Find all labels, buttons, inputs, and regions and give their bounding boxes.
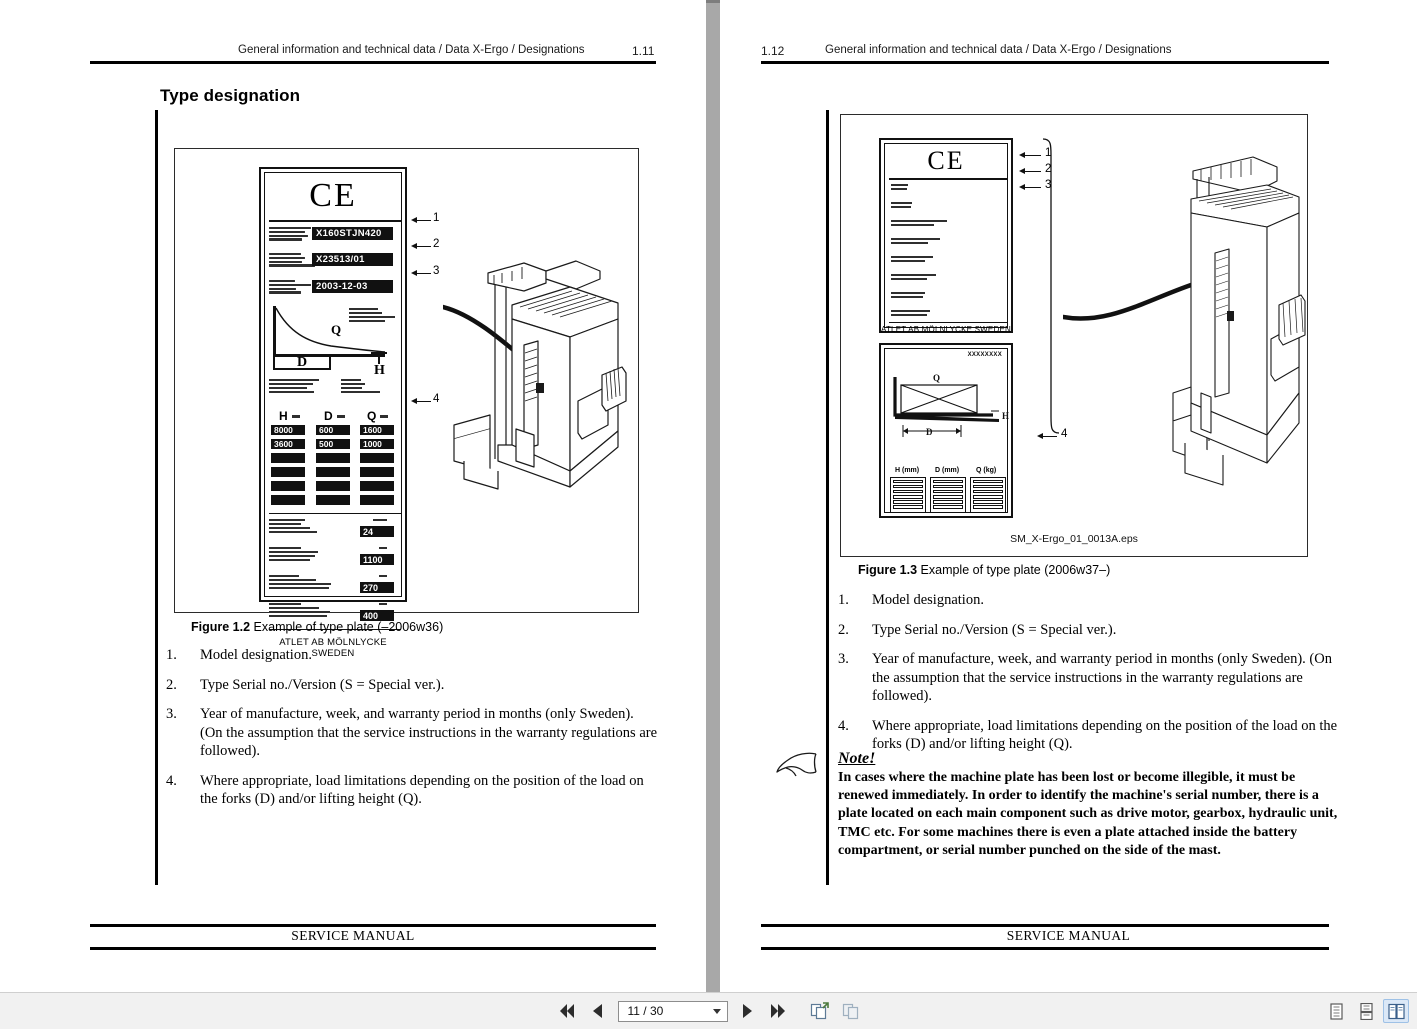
list-item-number: 2. xyxy=(166,676,177,693)
plate-manufacturer: ATLET AB MÖLNLYCKE SWEDEN xyxy=(279,637,387,659)
right-callout-number-1: 1 xyxy=(1045,147,1052,159)
right-footer-rule-bottom xyxy=(761,947,1329,950)
right-callout-line-2 xyxy=(1025,171,1041,173)
list-item xyxy=(166,676,658,695)
chevron-down-icon[interactable] xyxy=(713,1009,721,1014)
battery-voltage-value: 24 xyxy=(360,526,394,537)
capacity-col-h: H xyxy=(279,409,288,423)
list-item-text: Where appropriate, load limitations depending on the position of the load on the forks (D) and/or lifting height (Q). xyxy=(200,772,644,808)
serial-label-multilingual xyxy=(269,253,315,268)
right-capacity-blank-rows-d xyxy=(933,480,963,510)
viewer-toolbar xyxy=(0,992,1417,1029)
right-capacity-col-q: Q (kg) xyxy=(976,467,997,474)
upper-plate-rule-2 xyxy=(889,322,1007,323)
two-page-view-button[interactable] xyxy=(1383,999,1409,1023)
capacity-cell-blank xyxy=(360,481,394,491)
ce-mark-icon-right: CE xyxy=(927,146,965,175)
right-callout-line-3 xyxy=(1025,187,1041,189)
capacity-cell-blank xyxy=(316,467,350,477)
graph-h-letter: H xyxy=(374,363,385,378)
weight-unit xyxy=(379,547,387,549)
capacity-cell-blank xyxy=(271,453,305,463)
battery-weight-min-value: 270 xyxy=(360,582,394,593)
svg-text:Q: Q xyxy=(933,373,941,383)
list-item-text: Model designation. xyxy=(200,647,312,663)
left-header-rule xyxy=(90,61,656,64)
right-header-rule xyxy=(761,61,1329,64)
list-item xyxy=(166,646,658,665)
capacity-cell-blank xyxy=(271,495,305,505)
left-header-page-number: 1.11 xyxy=(632,44,655,58)
battery-weight-min-label xyxy=(269,575,331,591)
page-title: Type designation xyxy=(160,86,301,105)
left-figure-caption xyxy=(191,620,443,634)
model-label-right xyxy=(891,184,919,192)
right-figure-frame xyxy=(840,114,1308,557)
graph-d-letter: D xyxy=(297,355,308,370)
capacity-cell-h-1: 8000 xyxy=(271,425,305,435)
right-callout-number-4: 4 xyxy=(1061,428,1068,440)
left-numbered-list xyxy=(166,646,658,820)
right-callout-number-2: 2 xyxy=(1045,163,1052,175)
list-item-number: 3. xyxy=(166,706,177,723)
list-item xyxy=(838,621,1346,640)
page-number-input[interactable] xyxy=(618,1001,728,1022)
svg-text:H: H xyxy=(1002,411,1010,421)
h-label-multilingual xyxy=(341,379,383,395)
left-header-breadcrumb: General information and technical data / Data X-Ergo / Designations xyxy=(238,44,585,56)
right-header-breadcrumb: General information and technical data / Data X-Ergo / Designations xyxy=(825,44,1172,56)
capacity-cell-q-1: 1600 xyxy=(360,425,394,435)
page-indicator-value: 11 / 30 xyxy=(627,1004,664,1018)
load-diagram xyxy=(881,367,1015,457)
callout-line-4 xyxy=(417,401,431,403)
callout-line-2 xyxy=(417,246,431,248)
right-header-page-number: 1.12 xyxy=(761,44,785,58)
page-right[interactable] xyxy=(720,0,1417,992)
left-footer-rule-bottom xyxy=(90,947,656,950)
list-item-number: 2. xyxy=(838,621,849,638)
plate-rule-1 xyxy=(269,220,401,222)
capacity-col-d: D xyxy=(324,409,333,423)
right-figure-caption xyxy=(858,563,1110,577)
type-plate-2006w37-upper xyxy=(879,138,1013,333)
weight-without-battery-label xyxy=(269,547,325,563)
page-left[interactable] xyxy=(0,0,706,992)
callout-number-3: 3 xyxy=(433,265,440,277)
right-callout-line-1 xyxy=(1025,155,1041,157)
callout-number-2: 2 xyxy=(433,238,440,250)
left-footer-text: SERVICE MANUAL xyxy=(291,928,415,943)
battery-weight-max-label xyxy=(269,603,331,619)
callout-number-1: 1 xyxy=(433,212,440,224)
note-body: In cases where the machine plate has been lost or become illegible, it must be renewed immediately. In order to identify the machine's serial number, there is a plate located on each main component such as drive motor, gearbox, hydraulic unit, TMC etc. For some machines there is even a plate attached inside the battery compartment, or serial number punched on the side of the mast. xyxy=(838,770,1338,858)
capacity-cell-blank xyxy=(360,453,394,463)
list-item xyxy=(838,717,1346,754)
battery-min-label-right xyxy=(891,256,941,264)
list-item xyxy=(838,650,1346,706)
capacity-cell-blank xyxy=(271,481,305,491)
right-capacity-blank-rows-q xyxy=(973,480,1003,510)
capacity-cell-d-2: 500 xyxy=(316,439,350,449)
battery-voltage-label xyxy=(269,519,321,535)
capacity-cell-blank xyxy=(316,481,350,491)
d-label-multilingual xyxy=(269,379,319,395)
right-forklift-illustration xyxy=(1167,143,1307,503)
pointing-hand-icon xyxy=(774,748,820,782)
callout-line-3 xyxy=(417,273,431,275)
battery-max-unit xyxy=(379,603,387,605)
list-item-number: 4. xyxy=(838,717,849,734)
graph-q-letter: Q xyxy=(331,322,342,337)
capacity-col-d-unit xyxy=(337,415,345,418)
battery-voltage-unit xyxy=(373,519,387,521)
list-item-text: Where appropriate, load limitations depending on the position of the load on the forks (D) and/or lifting height (Q). xyxy=(872,717,1338,753)
next-page-button[interactable] xyxy=(737,1000,759,1022)
left-footer-rule-top xyxy=(90,924,656,927)
year-label-right xyxy=(891,220,949,228)
last-page-button[interactable] xyxy=(768,1000,790,1022)
right-figure-caption-label: Figure 1.3 xyxy=(858,563,918,577)
capacity-cell-blank xyxy=(271,467,305,477)
right-capacity-col-d: D (mm) xyxy=(935,467,960,474)
note-title: Note! xyxy=(838,750,876,767)
list-item xyxy=(166,705,658,761)
upper-plate-manufacturer: ATLET AB MÖLNLYCKE SWEDEN xyxy=(881,325,1011,334)
svg-text:D: D xyxy=(926,427,933,437)
serial-value: X23513/01 xyxy=(312,253,393,266)
list-item-number: 1. xyxy=(166,647,177,663)
extract-pages-button[interactable] xyxy=(809,1000,831,1022)
list-item-number: 4. xyxy=(166,772,177,789)
model-value: X160STJN420 xyxy=(312,227,393,240)
page-gutter xyxy=(706,0,720,992)
capacity-cell-h-2: 3600 xyxy=(271,439,305,449)
q-label-multilingual xyxy=(349,308,395,324)
previous-page-button[interactable] xyxy=(587,1000,609,1022)
year-label-multilingual xyxy=(269,280,313,295)
right-numbered-list xyxy=(838,591,1346,765)
serial-label-right xyxy=(891,202,921,210)
ce-mark-icon: CE xyxy=(309,177,357,214)
left-figure-caption-label: Figure 1.2 xyxy=(191,620,251,634)
note-block xyxy=(838,750,1346,860)
right-footer-rule-top xyxy=(761,924,1329,927)
capacity-cell-blank xyxy=(316,495,350,505)
capacity-col-q-unit xyxy=(380,415,388,418)
weight-label-right xyxy=(891,238,947,246)
right-figure-caption-text: Example of type plate (2006w37–) xyxy=(920,563,1111,577)
replace-pages-button[interactable] xyxy=(840,1000,862,1022)
left-change-bar xyxy=(155,110,158,885)
right-footer-text: SERVICE MANUAL xyxy=(1006,928,1131,943)
capacity-col-q: Q xyxy=(367,409,377,423)
note-change-bar xyxy=(826,745,829,865)
list-item-text: Type Serial no./Version (S = Special ver.). xyxy=(872,621,1117,638)
upper-plate-rule xyxy=(889,178,1007,180)
list-item-text: Year of manufacture, week, and warranty period in months (only Sweden). (On the assumption that the service instructions in the warranty regulations are followed). xyxy=(200,706,658,760)
type-plate-2006w37-lower xyxy=(879,343,1013,518)
toolbar-view-modes xyxy=(1323,999,1409,1023)
battery-max-label-right xyxy=(891,274,943,282)
right-capacity-blank-rows-h xyxy=(893,480,923,510)
toolbar-navigation-group xyxy=(0,1000,1417,1022)
list-item-text: Type Serial no./Version (S = Special ver.). xyxy=(200,676,445,693)
first-page-button[interactable] xyxy=(556,1000,578,1022)
battery-voltage-label-right xyxy=(891,292,935,300)
callout-number-4: 4 xyxy=(433,393,440,405)
list-item xyxy=(838,591,1346,610)
plate-rule-2 xyxy=(269,513,401,514)
left-figure-caption-text: Example of type plate (–2006w36) xyxy=(253,620,444,634)
reference-label-right xyxy=(891,310,939,318)
list-item-number: 3. xyxy=(838,651,849,668)
weight-without-battery-value: 1100 xyxy=(360,554,394,565)
eps-filename: SM_X-Ergo_01_0013A.eps xyxy=(1010,533,1138,545)
list-item-text: Year of manufacture, week, and warranty period in months (only Sweden). (On the assumption that the service instructions in the warranty regulations are followed). xyxy=(872,651,1332,705)
forklift-illustration xyxy=(450,249,640,509)
capacity-cell-blank xyxy=(360,495,394,505)
model-label-multilingual xyxy=(269,227,311,242)
list-item xyxy=(166,772,658,809)
year-value: 2003-12-03 xyxy=(312,280,393,293)
capacity-cell-blank xyxy=(360,467,394,477)
serial-placeholder: XXXXXXXX xyxy=(967,352,1002,358)
gutter-top-cap xyxy=(706,0,720,3)
battery-min-unit xyxy=(379,575,387,577)
capacity-cell-q-2: 1000 xyxy=(360,439,394,449)
list-item-number: 1. xyxy=(838,592,849,608)
battery-weight-max-value: 400 xyxy=(360,610,394,621)
capacity-cell-d-1: 600 xyxy=(316,425,350,435)
capacity-cell-blank xyxy=(316,453,350,463)
single-page-view-button[interactable] xyxy=(1323,999,1349,1023)
callout-line-1 xyxy=(417,220,431,222)
capacity-col-h-unit xyxy=(292,415,300,418)
right-callout-line-4 xyxy=(1043,436,1057,438)
continuous-view-button[interactable] xyxy=(1353,999,1379,1023)
right-capacity-col-h: H (mm) xyxy=(895,467,920,474)
right-callout-number-3: 3 xyxy=(1045,179,1052,191)
capacity-curve-graph xyxy=(269,306,401,364)
list-item-text: Model designation. xyxy=(872,592,984,608)
